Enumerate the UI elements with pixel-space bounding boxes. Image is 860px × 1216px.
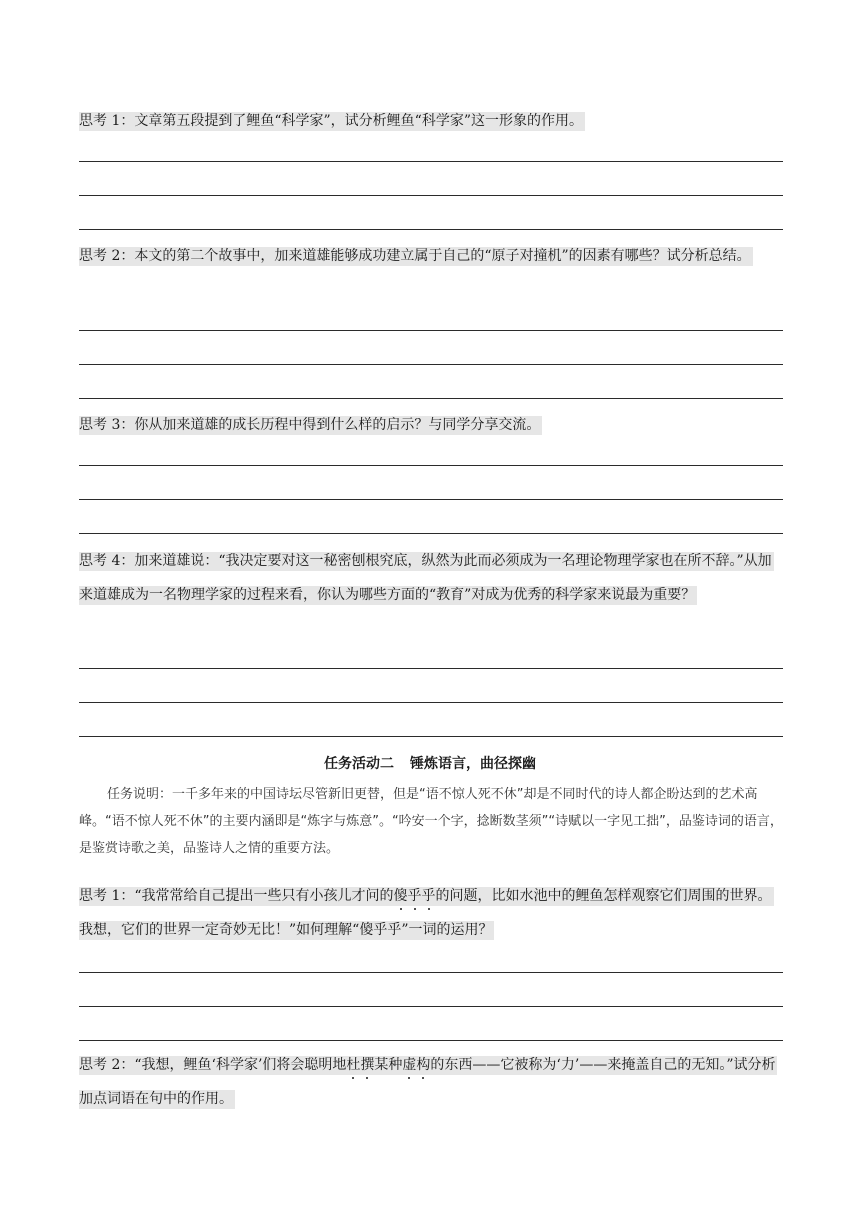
- emphasis-char: 傻: [393, 888, 408, 904]
- question-1-text: 思考 1：文章第五段提到了鲤鱼“科学家”，试分析鲤鱼“科学家”这一形象的作用。: [79, 113, 583, 129]
- emphasis-char: 构: [416, 1057, 431, 1073]
- answer-line[interactable]: [79, 364, 783, 365]
- answer-line[interactable]: [79, 702, 783, 703]
- task-2-heading: [0, 752, 860, 776]
- question-4: [79, 544, 783, 612]
- answer-line[interactable]: [79, 229, 783, 230]
- question-6-text-part: 某种: [374, 1057, 403, 1073]
- task-2-title: 锤炼语言，曲径探幽: [410, 756, 536, 772]
- dotted-word: [394, 888, 436, 904]
- answer-line[interactable]: [79, 668, 783, 669]
- answer-line[interactable]: [79, 533, 783, 534]
- question-5: [79, 879, 783, 947]
- answer-line[interactable]: [79, 161, 783, 162]
- question-5-text-part: 思考 1：“我常常给自己提出一些只有小孩儿才问的: [79, 888, 394, 904]
- emphasis-char: 乎: [407, 888, 422, 904]
- question-6-text-part: 的东西——它被称为‘力’——来掩盖自己的无知。”试分析加点词语在句中的作用。: [79, 1057, 776, 1107]
- question-6-text: [79, 1056, 777, 1109]
- answer-line[interactable]: [79, 736, 783, 737]
- question-2: [79, 239, 783, 273]
- dotted-word: [402, 1057, 430, 1073]
- answer-line[interactable]: [79, 1006, 783, 1007]
- task-2-description: 任务说明：一千多年来的中国诗坛尽管新旧更替，但是“语不惊人死不休”却是不同时代的诗人都企盼达到的艺术高峰。“语不惊人死不休”的主要内涵即是“炼字与炼意”。“吟安一个字，捻断数茎须”“诗赋以一字见工拙”，品鉴诗词的语言，是鉴赏诗歌之美，品鉴诗人之情的重要方法。: [79, 787, 783, 856]
- question-1: [79, 104, 783, 138]
- question-5-text-part: 的问题，比如水池中的鲤鱼怎样观察它们周围的世界。我想，它们的世界一定奇妙无比！”如何理解“傻乎乎”一词的运用？: [79, 888, 772, 938]
- question-2-text: 思考 2：本文的第二个故事中，加来道雄能够成功建立属于自己的“原子对撞机”的因素有哪些？试分析总结。: [79, 248, 751, 264]
- task-2-label: 任务活动二: [324, 756, 394, 772]
- answer-line[interactable]: [79, 972, 783, 973]
- question-6-text-part: 思考 2：“我想，鲤鱼‘科学家’们将会聪明地: [79, 1057, 347, 1073]
- question-4-text: 思考 4：加来道雄说：“我决定要对这一秘密刨根究底，纵然为此而必须成为一名理论物理学家也在所不辞。”从加来道雄成为一名物理学家的过程来看，你认为哪些方面的“教育”对成为优秀的科学家来说最为重要？: [79, 553, 772, 603]
- answer-line[interactable]: [79, 499, 783, 500]
- question-3-text: 思考 3：你从加来道雄的成长历程中得到什么样的启示？与同学分享交流。: [79, 417, 541, 433]
- question-5-text: [79, 887, 774, 940]
- answer-line[interactable]: [79, 398, 783, 399]
- question-6: [79, 1048, 783, 1116]
- dotted-word: [346, 1057, 374, 1073]
- emphasis-char: 虚: [402, 1057, 417, 1073]
- answer-line[interactable]: [79, 330, 783, 331]
- answer-line[interactable]: [79, 465, 783, 466]
- emphasis-char: 撰: [360, 1057, 375, 1073]
- emphasis-char: 杜: [346, 1057, 361, 1073]
- answer-line[interactable]: [79, 195, 783, 196]
- emphasis-char: 乎: [421, 888, 436, 904]
- question-3: [79, 408, 783, 442]
- answer-line[interactable]: [79, 1040, 783, 1041]
